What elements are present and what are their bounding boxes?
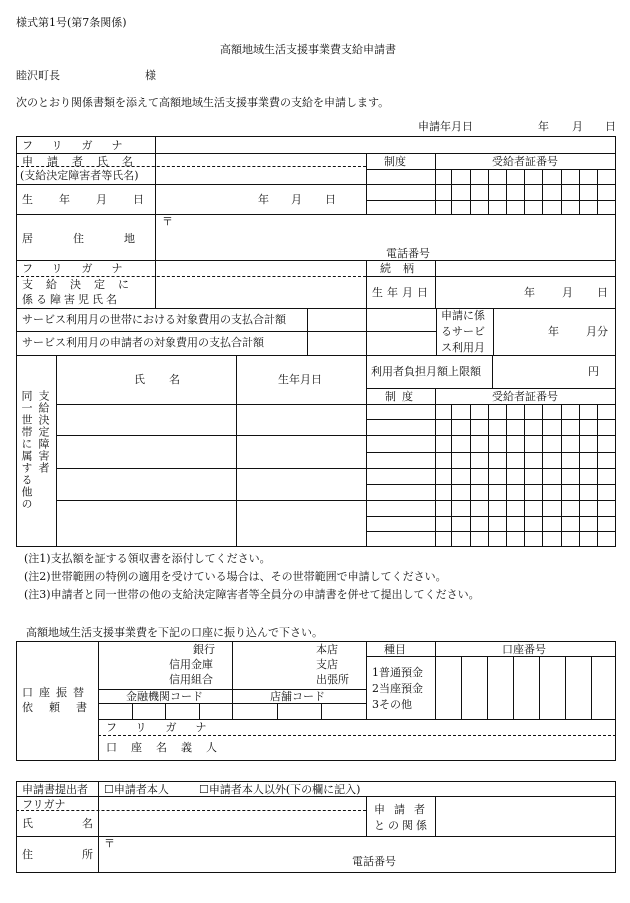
account-type-1: 1普通預金 bbox=[372, 666, 423, 679]
service-month-label-3: ス利用月 bbox=[441, 341, 485, 354]
household-name-header: 氏名 bbox=[134, 373, 204, 386]
bank-type-kumiai: 信用組合 bbox=[169, 673, 213, 686]
applicant-recipient-no-header: 受給者証番号 bbox=[492, 155, 558, 168]
note-3: (注3)申請者と同一世帯の他の支給決定障害者等全員分の申請書を併せて提出してください。 bbox=[24, 588, 480, 601]
applicant-furigana-label: フリガナ bbox=[22, 139, 142, 152]
household-recipient-header: 受給者証番号 bbox=[492, 390, 558, 403]
kinyu-code-label: 金融機関コード bbox=[126, 690, 203, 703]
service-month-label-2: るサービ bbox=[441, 325, 485, 338]
service-month: 月分 bbox=[586, 325, 608, 338]
household-seido-header: 制度 bbox=[385, 390, 419, 403]
service-month-label-1: 申請に係 bbox=[441, 309, 485, 322]
submitter-postal-mark: 〒 bbox=[104, 837, 115, 850]
child-dob-year: 年 bbox=[524, 286, 535, 299]
form-title: 高額地域生活支援事業費支給申請書 bbox=[220, 43, 396, 56]
child-label-line2: 係る障害児氏名 bbox=[22, 293, 120, 306]
household-total-label: サービス利用月の世帯における対象費用の支払合計額 bbox=[22, 313, 286, 326]
child-dob-label: 生年月日 bbox=[372, 286, 432, 299]
submitter-name-label-1: 氏 bbox=[22, 817, 33, 830]
branch-type-shiten: 支店 bbox=[316, 658, 338, 671]
submitter-label: 申請書提出者 bbox=[22, 783, 88, 796]
submitter-furigana-label: フリガナ bbox=[22, 798, 66, 811]
intro-text: 次のとおり関係書類を添えて高額地域生活支援事業費の支給を申請します。 bbox=[16, 96, 390, 109]
child-furigana-label: フリガナ bbox=[22, 262, 142, 275]
submitter-option-other[interactable]: ☐申請者本人以外(下の欄に記入) bbox=[199, 783, 361, 796]
submitter-name-label-2: 名 bbox=[82, 817, 93, 830]
household-side-label-1: 同一世帯に属する他の bbox=[20, 390, 33, 510]
submitter-relation-line1: 申請者 bbox=[374, 803, 434, 816]
applicant-dob-month: 月 bbox=[291, 193, 302, 206]
application-date-day: 日 bbox=[605, 120, 616, 133]
submitter-phone-label: 電話番号 bbox=[352, 855, 396, 868]
addressee-honorific: 様 bbox=[145, 69, 156, 82]
child-dob-month: 月 bbox=[562, 286, 573, 299]
bank-label-line2: 依頼書 bbox=[22, 701, 103, 714]
branch-type-honten: 本店 bbox=[316, 643, 338, 656]
applicant-dob-label: 生年月日 bbox=[22, 193, 170, 206]
bank-type-shinkin: 信用金庫 bbox=[169, 658, 213, 671]
limit-label: 利用者負担月額上限額 bbox=[371, 365, 481, 378]
application-date-year: 年 bbox=[538, 120, 549, 133]
note-2: (注2)世帯範囲の特例の適用を受けている場合は、その世帯範囲で申請してください。 bbox=[24, 570, 447, 583]
applicant-dob-day: 日 bbox=[325, 193, 336, 206]
submitter-option-self[interactable]: ☐申請者本人 bbox=[104, 783, 169, 796]
applicant-seido-header: 制度 bbox=[384, 155, 406, 168]
account-type-3: 3その他 bbox=[372, 698, 412, 711]
child-dob-day: 日 bbox=[597, 286, 608, 299]
holder-furigana-label: フリガナ bbox=[106, 721, 226, 734]
address-phone-label: 電話番号 bbox=[386, 247, 430, 260]
branch-type-shutchojo: 出張所 bbox=[316, 673, 349, 686]
note-1: (注1)支払額を証する領収書を添付してください。 bbox=[24, 552, 271, 565]
submitter-relation-line2: との関係 bbox=[374, 819, 430, 832]
account-number-header: 口座番号 bbox=[502, 643, 546, 656]
addressee: 睦沢町長 bbox=[16, 69, 60, 82]
tenpo-code-label: 店舗コード bbox=[270, 690, 325, 703]
applicant-total-label: サービス利用月の申請者の対象費用の支払合計額 bbox=[22, 336, 264, 349]
applicant-name-sublabel: (支給決定障害者等氏名) bbox=[20, 169, 139, 182]
submitter-address-label-1: 住 bbox=[22, 848, 33, 861]
bank-label-line1: 口座振替 bbox=[22, 686, 90, 699]
account-type-header: 種目 bbox=[384, 643, 406, 656]
account-type-2: 2当座預金 bbox=[372, 682, 423, 695]
household-dob-header: 生年月日 bbox=[278, 373, 322, 386]
bank-intro: 高額地域生活支援事業費を下記の口座に振り込んで下さい。 bbox=[26, 626, 323, 639]
submitter-address-label-2: 所 bbox=[82, 848, 93, 861]
child-label-line1: 支給決定に bbox=[22, 278, 142, 291]
limit-yen: 円 bbox=[588, 365, 599, 378]
form-number: 様式第1号(第7条関係) bbox=[16, 16, 127, 29]
address-postal-mark: 〒 bbox=[162, 215, 173, 228]
account-holder-label: 口座名義人 bbox=[106, 741, 231, 754]
household-side-label-2: 支給決定障害者 bbox=[37, 390, 50, 474]
service-year: 年 bbox=[548, 325, 559, 338]
applicant-dob-year: 年 bbox=[258, 193, 269, 206]
application-date-month: 月 bbox=[572, 120, 583, 133]
application-date-label: 申請年月日 bbox=[418, 120, 473, 133]
child-relation-label: 続柄 bbox=[380, 262, 426, 275]
address-label: 居住地 bbox=[22, 232, 175, 245]
bank-type-bank: 銀行 bbox=[193, 643, 215, 656]
applicant-name-label: 申請者氏名 bbox=[22, 155, 147, 168]
